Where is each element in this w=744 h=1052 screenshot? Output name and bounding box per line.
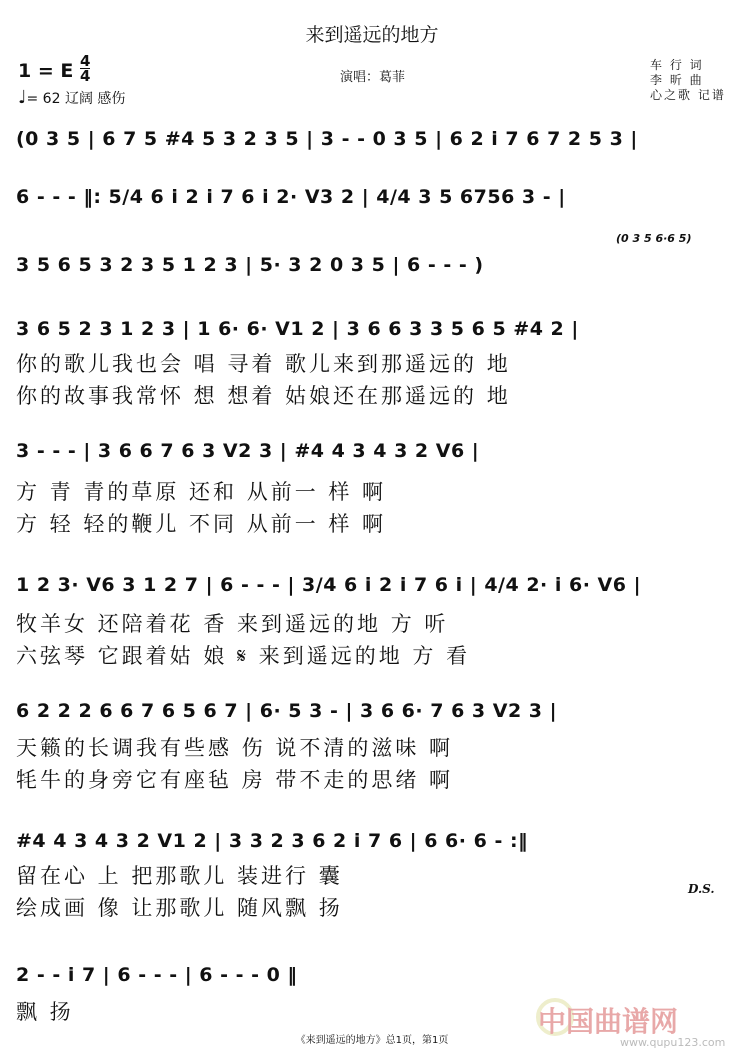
notation-line: 3 - - - | 3 6 6 7 6 3 V2 3 | #4 4 3 4 3 2 V6 | (16, 440, 480, 462)
song-title: 来到遥远的地方 (305, 24, 439, 46)
lyric-verse-2: 方 轻 轻的鞭儿 不同 从前一 样 啊 (16, 512, 387, 536)
tempo-marking (18, 87, 125, 108)
lyric-verse-1: 牧羊女 还陪着花 香 来到遥远的地 方 听 (16, 612, 449, 636)
transcriber-credit: 心之歌 记谱 (650, 88, 726, 102)
lyricist-credit: 车 行 词 (650, 58, 704, 72)
notation-line: 6 - - - ‖: 5/4 6 i 2 i 7 6 i 2· V3 2 | 4/4 3 5 6756 3 - | (16, 186, 566, 208)
quarter-note-icon: ♩ (18, 87, 27, 108)
tempo-text: = 62 辽阔 感伤 (26, 91, 126, 107)
key-signature: 1 = E (18, 60, 74, 82)
lyric-verse-1: 天籁的长调我有些感 伤 说不清的滋味 啊 (16, 736, 454, 760)
lyric-verse-2: 绘成画 像 让那歌儿 随风飘 扬 (16, 896, 343, 920)
meter-top: 4 (80, 52, 91, 70)
watermark-url: www.qupu123.com (620, 1036, 726, 1049)
lyric-verse-1: 你的歌儿我也会 唱 寻着 歌儿来到那遥远的 地 (16, 352, 511, 376)
lyric-verse-2: 牦牛的身旁它有座毡 房 带不走的思绪 啊 (16, 768, 454, 792)
lyric-verse-1: 留在心 上 把那歌儿 装进行 囊 (16, 864, 343, 888)
time-signature (80, 54, 90, 83)
singer-credit: 演唱：葛菲 (340, 70, 406, 85)
meter-bottom: 4 (80, 67, 91, 85)
notation-line: 6 2 2 2 6 6 7 6 5 6 7 | 6· 5 3 - | 3 6 6· 7 6 3 V2 3 | (16, 700, 558, 722)
dal-segno-mark: D.S. (688, 882, 715, 896)
notation-line: 2 - - i 7 | 6 - - - | 6 - - - 0 ‖ (16, 964, 298, 986)
notation-line: 1 2 3· V6 3 1 2 7 | 6 - - - | 3/4 6 i 2 i 7 6 i | 4/4 2· i 6· V6 | (16, 574, 642, 596)
lyric-verse-1: 方 青 青的草原 还和 从前一 样 啊 (16, 480, 387, 504)
parenthetical-notes: (0 3 5 6·6 5) (616, 232, 692, 245)
watermark-logo: 中国曲谱网 (538, 1005, 679, 1038)
lyric-verse-1: 飘 扬 (16, 1000, 74, 1024)
page-footer: 《来到遥远的地方》总1页，第1页 (295, 1035, 449, 1046)
notation-line: 3 6 5 2 3 1 2 3 | 1 6· 6· V1 2 | 3 6 6 3 3 5 6 5 #4 2 | (16, 318, 579, 340)
notation-line: #4 4 3 4 3 2 V1 2 | 3 3 2 3 6 2 i 7 6 | 6 6· 6 - :‖ (16, 830, 529, 852)
lyric-verse-2: 六弦琴 它跟着姑 娘 𝄋 来到遥远的地 方 看 (16, 644, 471, 668)
lyric-verse-2: 你的故事我常怀 想 想着 姑娘还在那遥远的 地 (16, 384, 511, 408)
composer-credit: 李 昕 曲 (650, 73, 704, 87)
notation-line: (0 3 5 | 6 7 5 #4 5 3 2 3 5 | 3 - - 0 3 5 | 6 2 i 7 6 7 2 5 3 | (16, 128, 638, 150)
notation-line: 3 5 6 5 3 2 3 5 1 2 3 | 5· 3 2 0 3 5 | 6 - - - ) (16, 254, 484, 276)
